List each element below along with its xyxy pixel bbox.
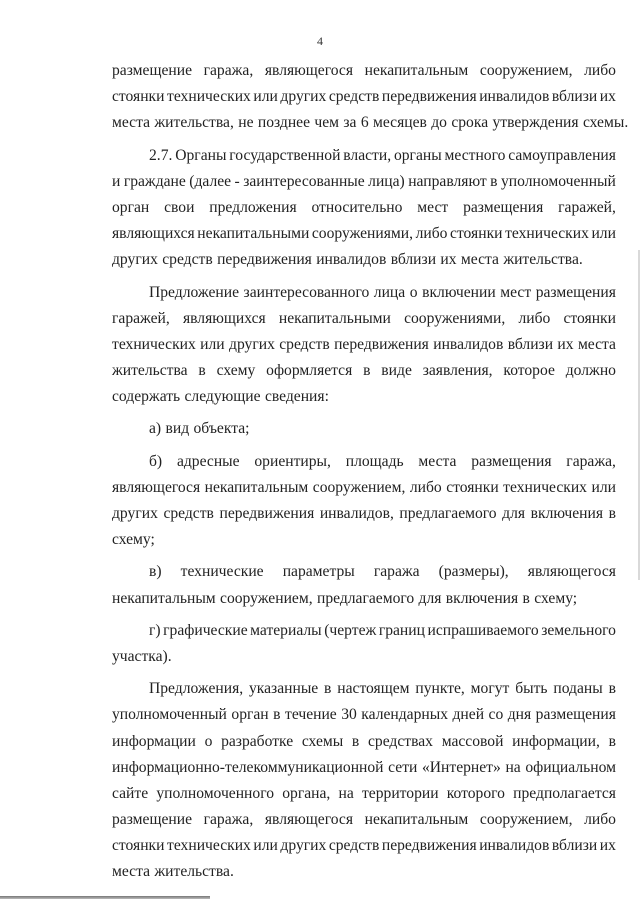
text-line: 2.7. Органы государственной власти, органы местного самоуправления xyxy=(149,146,616,164)
paragraph xyxy=(112,449,616,554)
text-line: Предложения, указанные в настоящем пункте, могут быть поданы в xyxy=(149,680,616,698)
text-line: других средств передвижения инвалидов, предлагаемого для включения в xyxy=(112,505,616,522)
text-line: в) технические параметры гаража (размеры), являющегося xyxy=(149,563,616,581)
bottom-scan-edge xyxy=(0,896,210,899)
text-line: а) вид объекта; xyxy=(149,420,250,438)
text-line: и граждане (далее - заинтересованные лица) направляют в уполномоченный xyxy=(112,172,616,190)
text-line: содержать следующие сведения: xyxy=(112,388,329,406)
page-number: 4 xyxy=(317,34,323,48)
text-line: уполномоченный орган в течение 30 календарных дней со дня размещения xyxy=(112,706,616,724)
text-line: жительства в схему оформляется в виде заявления, которое должно xyxy=(112,362,616,380)
paragraph xyxy=(112,280,616,411)
text-line: являющихся некапитальными сооружениями, либо стоянки технических или xyxy=(112,225,616,243)
paragraph xyxy=(112,676,616,886)
text-line: места жительства. xyxy=(112,863,234,881)
text-line: сайте уполномоченного органа, на территории которого предполагается xyxy=(112,784,616,802)
text-line: гаражей, являющихся некапитальными сооружениями, либо стоянки xyxy=(112,309,616,327)
text-line: размещение гаража, являющегося некапитальным сооружением, либо xyxy=(112,811,616,829)
text-line: участка). xyxy=(112,647,172,665)
paragraph xyxy=(112,416,616,442)
text-line: Предложение заинтересованного лица о включении мест размещения xyxy=(149,283,616,301)
paragraph xyxy=(112,143,616,274)
text-line: б) адресные ориентиры, площадь места размещения гаража, xyxy=(149,452,616,470)
text-line: некапитальным сооружением, предлагаемого для включения в схему; xyxy=(112,589,578,607)
text-line: других средств передвижения инвалидов вблизи их места жительства. xyxy=(112,251,583,269)
text-line: места жительства, не позднее чем за 6 месяцев до срока утверждения схемы. xyxy=(112,114,629,132)
text-line: орган свои предложения относительно мест размещения гаражей, xyxy=(112,198,616,216)
text-line: схему; xyxy=(112,531,155,549)
text-line: стоянки технических или других средств передвижения инвалидов вблизи их xyxy=(112,88,616,106)
text-line: информационно-телекоммуникационной сети «Интернет» на официальном xyxy=(112,758,616,776)
text-line: являющегося некапитальным сооружением, либо стоянки технических или xyxy=(112,478,616,496)
paragraph xyxy=(112,618,616,670)
text-line: г) графические материалы (чертеж границ испрашиваемого земельного xyxy=(149,621,616,639)
text-line: стоянки технических или других средств передвижения инвалидов вблизи их xyxy=(112,837,616,855)
paragraph xyxy=(112,559,616,611)
text-line: размещение гаража, являющегося некапитальным сооружением, либо xyxy=(112,62,616,79)
text-line: технических или других средств передвижения инвалидов вблизи их места xyxy=(112,335,616,353)
document-body xyxy=(112,58,629,886)
paragraph xyxy=(112,58,629,137)
text-line: информации о разработке схемы в средствах массовой информации, в xyxy=(112,732,616,750)
